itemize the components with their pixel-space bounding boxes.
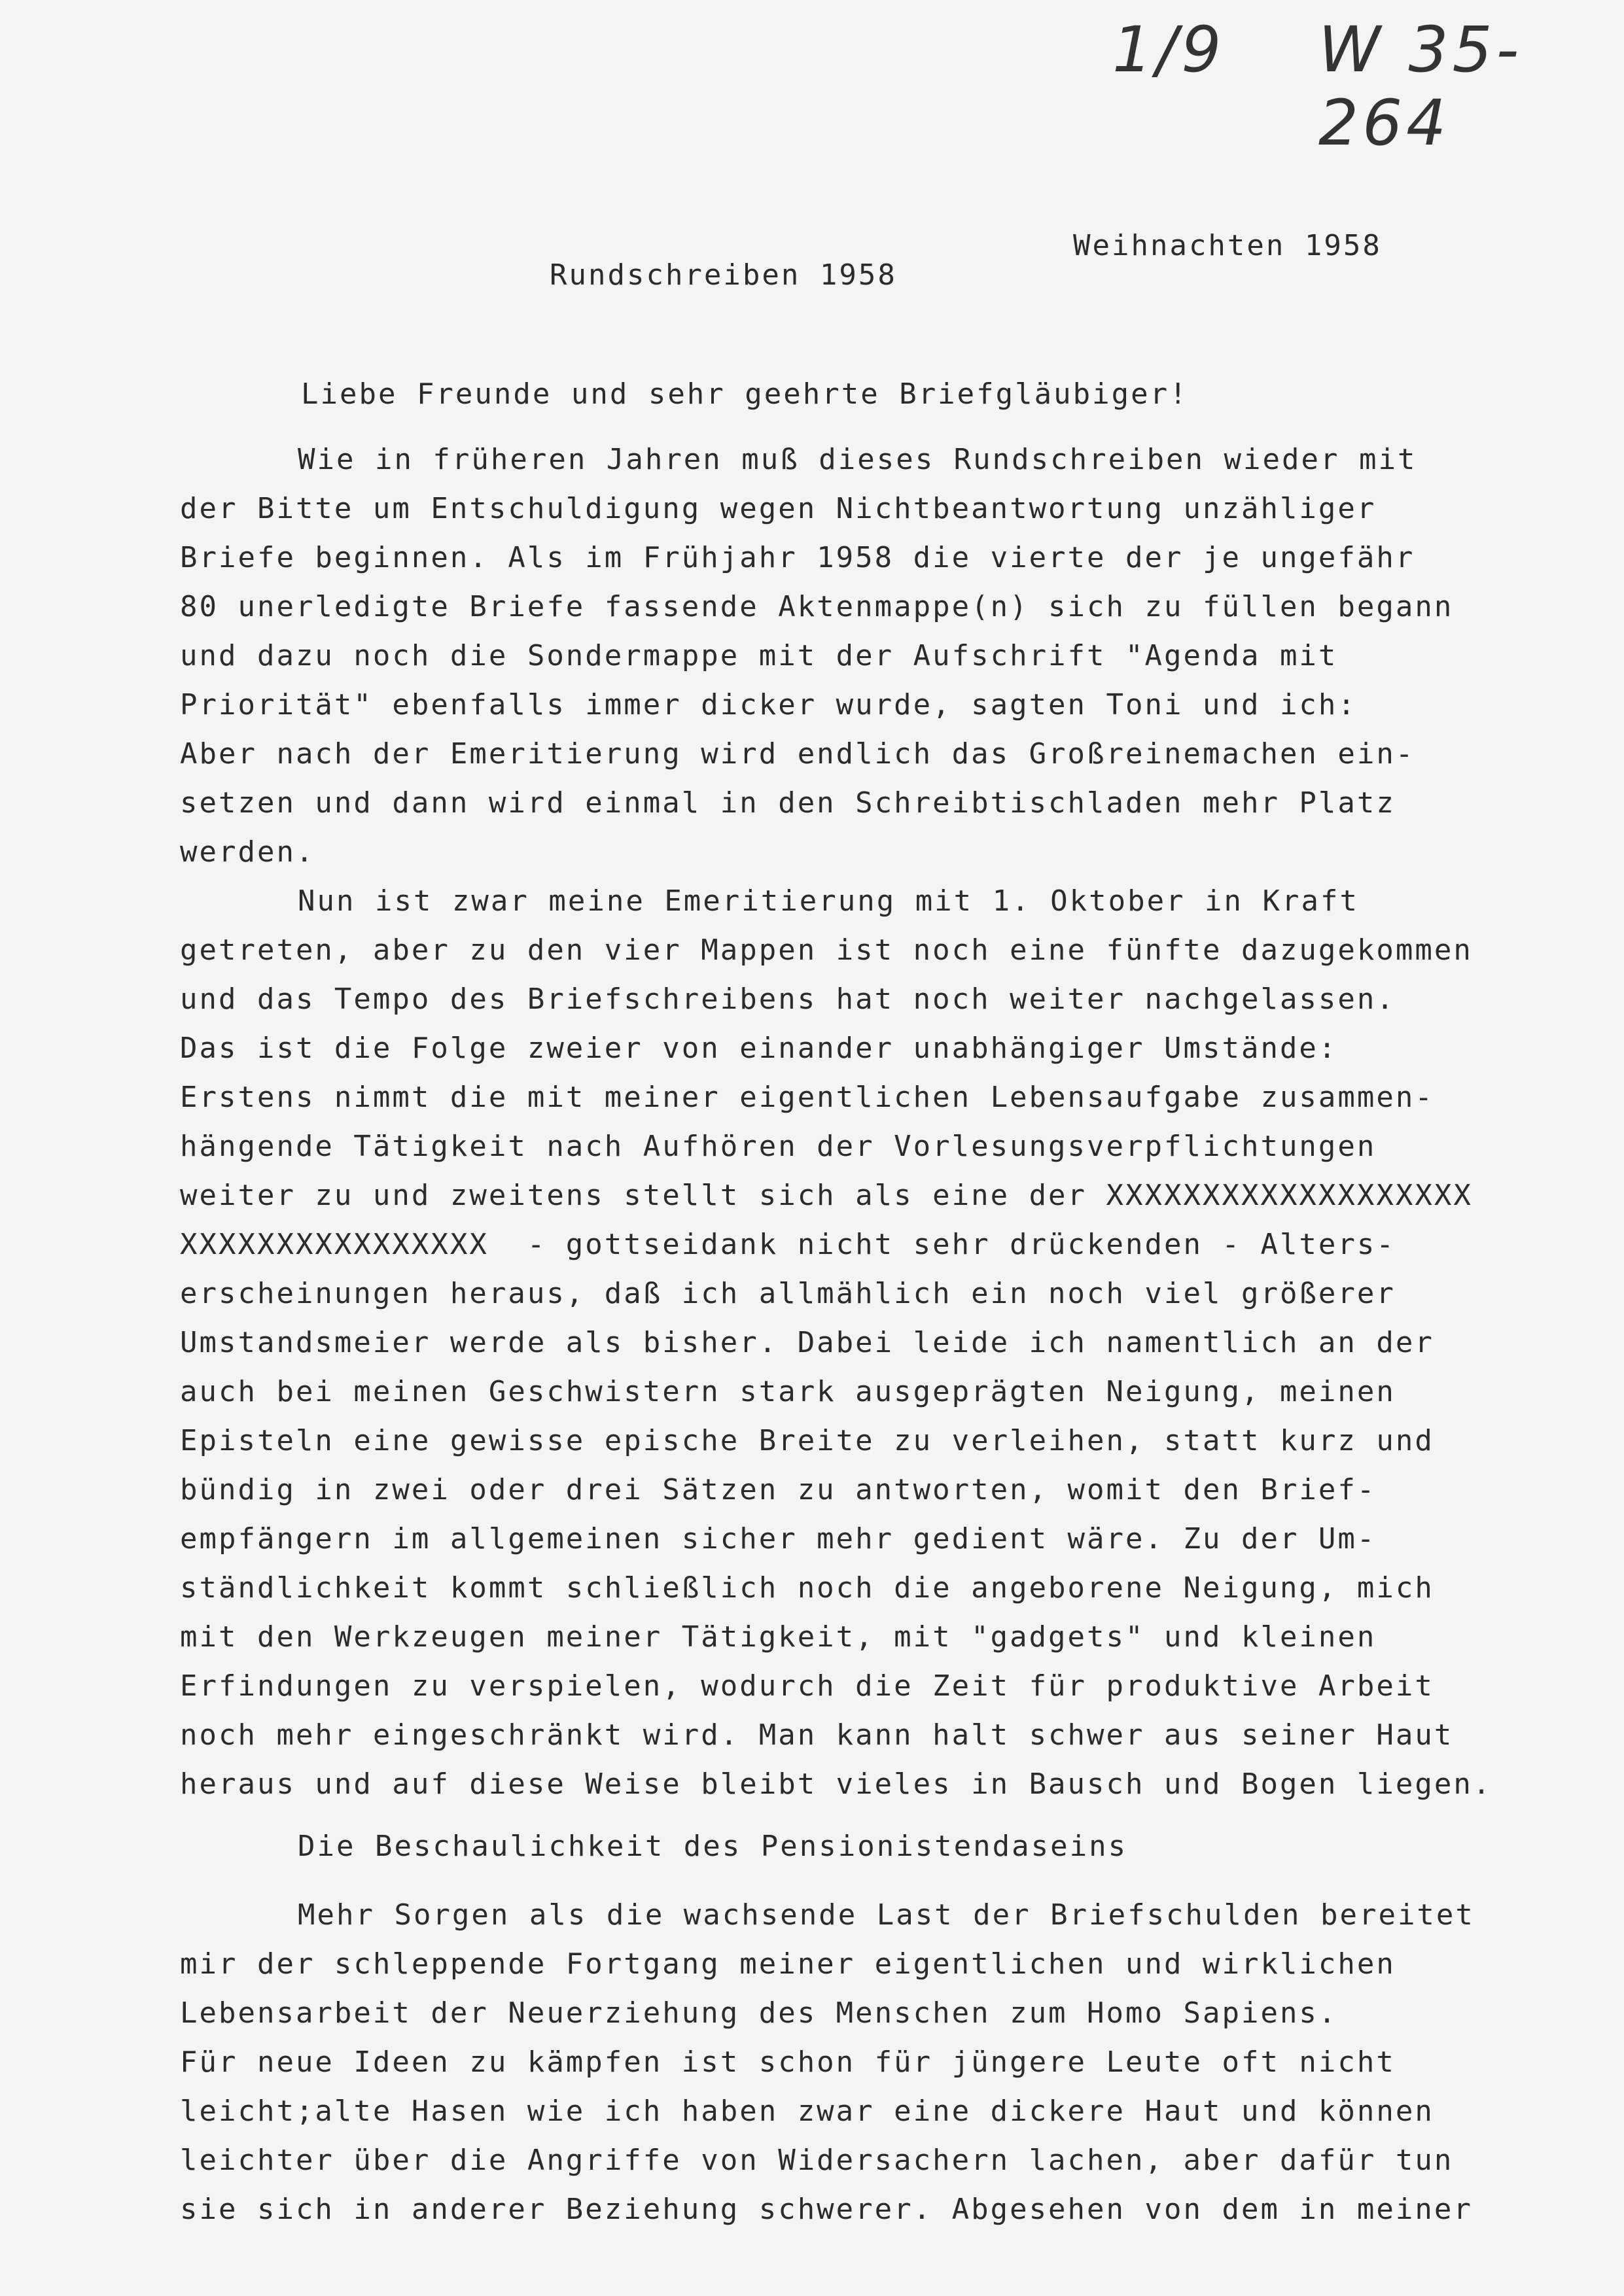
text-line: Lebensarbeit der Neuerziehung des Menschen zum Homo Sapiens. (180, 1996, 1338, 2030)
text-line: leicht;alte Hasen wie ich haben zwar eine dickere Haut und können (180, 2095, 1434, 2128)
text-line: setzen und dann wird einmal in den Schreibtischladen mehr Platz (180, 786, 1396, 820)
text-line: Episteln eine gewisse epische Breite zu verleihen, statt kurz und (180, 1424, 1434, 1457)
text-line: Umstandsmeier werde als bisher. Dabei leide ich namentlich an der (180, 1326, 1434, 1359)
text-line: XXXXXXXXXXXXXXXX - gottseidank nicht sehr drückenden - Alters- (180, 1228, 1396, 1261)
text-line: Briefe beginnen. Als im Frühjahr 1958 die vierte der je ungefähr (180, 541, 1415, 574)
text-line: Priorität" ebenfalls immer dicker wurde, sagten Toni und ich: (180, 688, 1357, 722)
text-line: der Bitte um Entschuldigung wegen Nichtbeantwortung unzähliger (180, 492, 1377, 525)
text-line: Nun ist zwar meine Emeritierung mit 1. Oktober in Kraft (298, 884, 1359, 918)
text-line: bündig in zwei oder drei Sätzen zu antworten, womit den Brief- (180, 1473, 1377, 1506)
salutation (301, 370, 1624, 419)
text-line: Erstens nimmt die mit meiner eigentlichen Lebensaufgabe zusammen- (180, 1081, 1434, 1114)
text-line: und das Tempo des Briefschreibens hat noch weiter nachgelassen. (180, 983, 1396, 1016)
text-line: Aber nach der Emeritierung wird endlich das Großreinemachen ein- (180, 737, 1415, 771)
text-line: heraus und auf diese Weise bleibt vieles in Bausch und Bogen liegen. (180, 1767, 1492, 1801)
text-line: hängende Tätigkeit nach Aufhören der Vorlesungsverpflichtungen (180, 1130, 1377, 1163)
text-line: 80 unerledigte Briefe fassende Aktenmappe(n) sich zu füllen begann (180, 590, 1454, 623)
handwritten-page-number: 1/9 (1112, 13, 1226, 86)
text-line: Für neue Ideen zu kämpfen ist schon für jüngere Leute oft nicht (180, 2045, 1396, 2079)
text-line: Die Beschaulichkeit des Pensionistendaseins (298, 1830, 1128, 1863)
text-line: mit den Werkzeugen meiner Tätigkeit, mit "gadgets" und kleinen (180, 1620, 1377, 1654)
paragraph-3 (180, 1822, 1541, 1871)
text-line: ständlichkeit kommt schließlich noch die angeborene Neigung, mich (180, 1571, 1434, 1605)
letter-title: Rundschreiben 1958 (550, 258, 897, 292)
text-line: getreten, aber zu den vier Mappen ist noch eine fünfte dazugekommen (180, 933, 1473, 967)
text-line: Mehr Sorgen als die wachsende Last der Briefschulden bereitet (298, 1898, 1475, 1932)
text-line: noch mehr eingeschränkt wird. Man kann halt schwer aus seiner Haut (180, 1718, 1454, 1752)
handwritten-archive-id: W 35-264 (1318, 13, 1523, 160)
text-line: und dazu noch die Sondermappe mit der Aufschrift "Agenda mit (180, 639, 1338, 672)
letter-date: Weihnachten 1958 (1073, 229, 1382, 262)
text-line: Das ist die Folge zweier von einander unabhängiger Umstände: (180, 1032, 1338, 1065)
text-line: mir der schleppende Fortgang meiner eigentlichen und wirklichen (180, 1947, 1396, 1981)
text-line: Erfindungen zu verspielen, wodurch die Zeit für produktive Arbeit (180, 1669, 1434, 1703)
text-line: erscheinungen heraus, daß ich allmählich ein noch viel größerer (180, 1277, 1396, 1310)
text-line: auch bei meinen Geschwistern stark ausgeprägten Neigung, meinen (180, 1375, 1396, 1408)
paragraph-4 (180, 1890, 1541, 2234)
text-line: leichter über die Angriffe von Widersachern lachen, aber dafür tun (180, 2144, 1454, 2177)
text-line: weiter zu und zweitens stellt sich als eine der XXXXXXXXXXXXXXXXXXX (180, 1179, 1473, 1212)
text-line: werden. (180, 835, 315, 869)
paragraph-2 (180, 877, 1541, 1809)
text-line: Wie in früheren Jahren muß dieses Rundschreiben wieder mit (298, 443, 1417, 476)
text-line: empfängern im allgemeinen sicher mehr gedient wäre. Zu der Um- (180, 1522, 1377, 1556)
paragraph-1 (180, 435, 1541, 877)
salutation-line: Liebe Freunde und sehr geehrte Briefgläubiger! (301, 377, 1189, 411)
text-line: sie sich in anderer Beziehung schwerer. Abgesehen von dem in meiner (180, 2193, 1473, 2226)
